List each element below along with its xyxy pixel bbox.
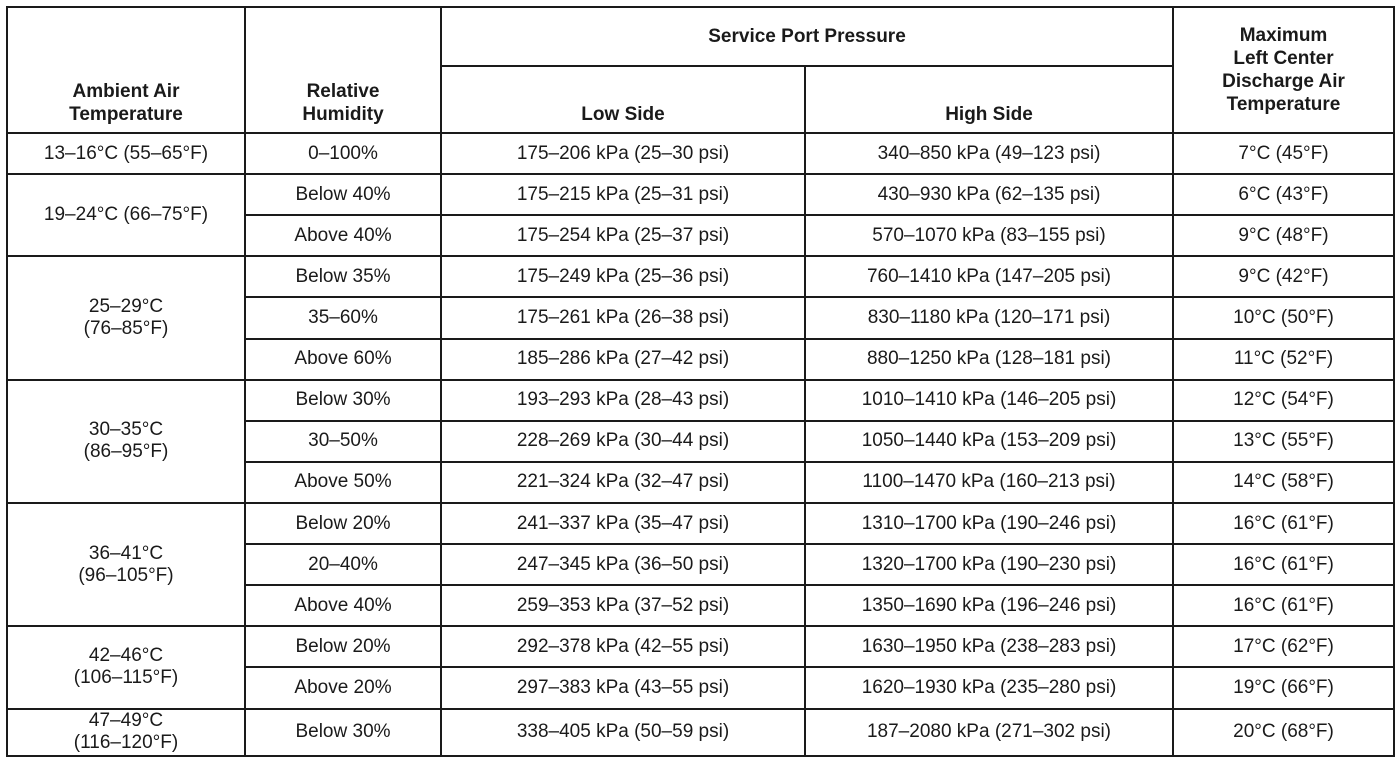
- humidity-cell: Above 20%: [245, 667, 441, 708]
- humidity-cell: Below 40%: [245, 174, 441, 215]
- high-side-pressure-cell: 760–1410 kPa (147–205 psi): [805, 256, 1173, 297]
- low-side-pressure-cell: 338–405 kPa (50–59 psi): [441, 709, 805, 756]
- low-side-pressure-cell: 259–353 kPa (37–52 psi): [441, 585, 805, 626]
- humidity-cell: 0–100%: [245, 133, 441, 174]
- discharge-temperature-cell: 17°C (62°F): [1173, 626, 1394, 667]
- temp-fahrenheit: (86–95°F): [83, 441, 169, 463]
- temp-celsius: 25–29°C: [88, 295, 164, 317]
- temp-fahrenheit: (55–65°F): [123, 142, 209, 164]
- discharge-temperature-cell: 14°C (58°F): [1173, 462, 1394, 503]
- low-side-pressure-cell: 241–337 kPa (35–47 psi): [441, 503, 805, 544]
- discharge-temperature-cell: 13°C (55°F): [1173, 421, 1394, 462]
- temp-fahrenheit: (106–115°F): [73, 667, 179, 689]
- high-side-pressure-cell: 1630–1950 kPa (238–283 psi): [805, 626, 1173, 667]
- humidity-cell: Below 20%: [245, 626, 441, 667]
- humidity-cell: 35–60%: [245, 297, 441, 338]
- high-side-pressure-cell: 1050–1440 kPa (153–209 psi): [805, 421, 1173, 462]
- header-low-side: Low Side: [441, 66, 805, 133]
- table-body: [7, 133, 1394, 756]
- table-row: [7, 133, 1394, 174]
- high-side-pressure-cell: 1320–1700 kPa (190–230 psi): [805, 544, 1173, 585]
- discharge-temperature-cell: 20°C (68°F): [1173, 709, 1394, 756]
- table-row: [7, 709, 1394, 756]
- discharge-temperature-cell: 7°C (45°F): [1173, 133, 1394, 174]
- ambient-temperature-cell: [7, 256, 245, 379]
- temp-celsius: 47–49°C: [88, 710, 164, 732]
- header-max-discharge-air-temperature: [1173, 7, 1394, 133]
- low-side-pressure-cell: 175–206 kPa (25–30 psi): [441, 133, 805, 174]
- ambient-temperature-cell: [7, 174, 245, 256]
- ambient-temperature-cell: [7, 626, 245, 708]
- discharge-temperature-cell: 9°C (42°F): [1173, 256, 1394, 297]
- humidity-cell: Below 20%: [245, 503, 441, 544]
- table-row: [7, 626, 1394, 667]
- humidity-cell: Below 30%: [245, 380, 441, 421]
- humidity-cell: 20–40%: [245, 544, 441, 585]
- temp-celsius: 36–41°C: [88, 542, 164, 564]
- discharge-temperature-cell: 16°C (61°F): [1173, 585, 1394, 626]
- table-row: [7, 380, 1394, 421]
- low-side-pressure-cell: 228–269 kPa (30–44 psi): [441, 421, 805, 462]
- header-high-side: High Side: [805, 66, 1173, 133]
- humidity-cell: Below 30%: [245, 709, 441, 756]
- discharge-temperature-cell: 19°C (66°F): [1173, 667, 1394, 708]
- temp-celsius: 19–24°C: [43, 204, 119, 226]
- temp-celsius: 42–46°C: [88, 645, 164, 667]
- ambient-temperature-cell: [7, 709, 245, 756]
- humidity-cell: Above 40%: [245, 585, 441, 626]
- low-side-pressure-cell: 193–293 kPa (28–43 psi): [441, 380, 805, 421]
- discharge-temperature-cell: 10°C (50°F): [1173, 297, 1394, 338]
- low-side-pressure-cell: 292–378 kPa (42–55 psi): [441, 626, 805, 667]
- header-discharge-line2: Left Center: [1233, 48, 1334, 69]
- low-side-pressure-cell: 297–383 kPa (43–55 psi): [441, 667, 805, 708]
- header-ambient-air-temperature: [7, 7, 245, 133]
- temp-fahrenheit: (66–75°F): [123, 204, 209, 226]
- low-side-pressure-cell: 185–286 kPa (27–42 psi): [441, 339, 805, 380]
- ambient-temperature-cell: [7, 380, 245, 503]
- header-relative-humidity: [245, 7, 441, 133]
- header-discharge-line4: Temperature: [1226, 94, 1341, 115]
- discharge-temperature-cell: 11°C (52°F): [1173, 339, 1394, 380]
- low-side-pressure-cell: 175–249 kPa (25–36 psi): [441, 256, 805, 297]
- low-side-pressure-cell: 247–345 kPa (36–50 psi): [441, 544, 805, 585]
- high-side-pressure-cell: 1010–1410 kPa (146–205 psi): [805, 380, 1173, 421]
- header-ambient-line2: Temperature: [69, 104, 183, 125]
- ambient-temperature-cell: [7, 503, 245, 626]
- humidity-cell: Above 60%: [245, 339, 441, 380]
- high-side-pressure-cell: 1100–1470 kPa (160–213 psi): [805, 462, 1173, 503]
- high-side-pressure-cell: 1620–1930 kPa (235–280 psi): [805, 667, 1173, 708]
- humidity-cell: Above 50%: [245, 462, 441, 503]
- high-side-pressure-cell: 187–2080 kPa (271–302 psi): [805, 709, 1173, 756]
- discharge-temperature-cell: 6°C (43°F): [1173, 174, 1394, 215]
- humidity-cell: 30–50%: [245, 421, 441, 462]
- high-side-pressure-cell: 1310–1700 kPa (190–246 psi): [805, 503, 1173, 544]
- low-side-pressure-cell: 175–215 kPa (25–31 psi): [441, 174, 805, 215]
- low-side-pressure-cell: 221–324 kPa (32–47 psi): [441, 462, 805, 503]
- discharge-temperature-cell: 12°C (54°F): [1173, 380, 1394, 421]
- discharge-temperature-cell: 16°C (61°F): [1173, 503, 1394, 544]
- high-side-pressure-cell: 1350–1690 kPa (196–246 psi): [805, 585, 1173, 626]
- high-side-pressure-cell: 430–930 kPa (62–135 psi): [805, 174, 1173, 215]
- discharge-temperature-cell: 9°C (48°F): [1173, 215, 1394, 256]
- header-humidity-line1: Relative: [306, 81, 380, 102]
- temp-fahrenheit: (76–85°F): [83, 317, 169, 339]
- temp-celsius: 30–35°C: [88, 419, 164, 441]
- temp-fahrenheit: (96–105°F): [78, 564, 174, 586]
- table-row: [7, 256, 1394, 297]
- high-side-pressure-cell: 880–1250 kPa (128–181 psi): [805, 339, 1173, 380]
- header-humidity-line2: Humidity: [302, 104, 384, 125]
- humidity-cell: Above 40%: [245, 215, 441, 256]
- low-side-pressure-cell: 175–261 kPa (26–38 psi): [441, 297, 805, 338]
- temp-celsius: 13–16°C: [43, 142, 119, 164]
- high-side-pressure-cell: 340–850 kPa (49–123 psi): [805, 133, 1173, 174]
- header-ambient-line1: Ambient Air: [72, 81, 180, 102]
- ac-performance-table: [6, 6, 1395, 757]
- ambient-temperature-cell: [7, 133, 245, 174]
- table-row: [7, 503, 1394, 544]
- high-side-pressure-cell: 830–1180 kPa (120–171 psi): [805, 297, 1173, 338]
- header-service-port-pressure: Service Port Pressure: [441, 7, 1173, 66]
- header-discharge-line1: Maximum: [1239, 25, 1328, 46]
- high-side-pressure-cell: 570–1070 kPa (83–155 psi): [805, 215, 1173, 256]
- header-discharge-line3: Discharge Air: [1222, 71, 1345, 92]
- table-row: [7, 174, 1394, 215]
- discharge-temperature-cell: 16°C (61°F): [1173, 544, 1394, 585]
- humidity-cell: Below 35%: [245, 256, 441, 297]
- low-side-pressure-cell: 175–254 kPa (25–37 psi): [441, 215, 805, 256]
- temp-fahrenheit: (116–120°F): [73, 732, 179, 754]
